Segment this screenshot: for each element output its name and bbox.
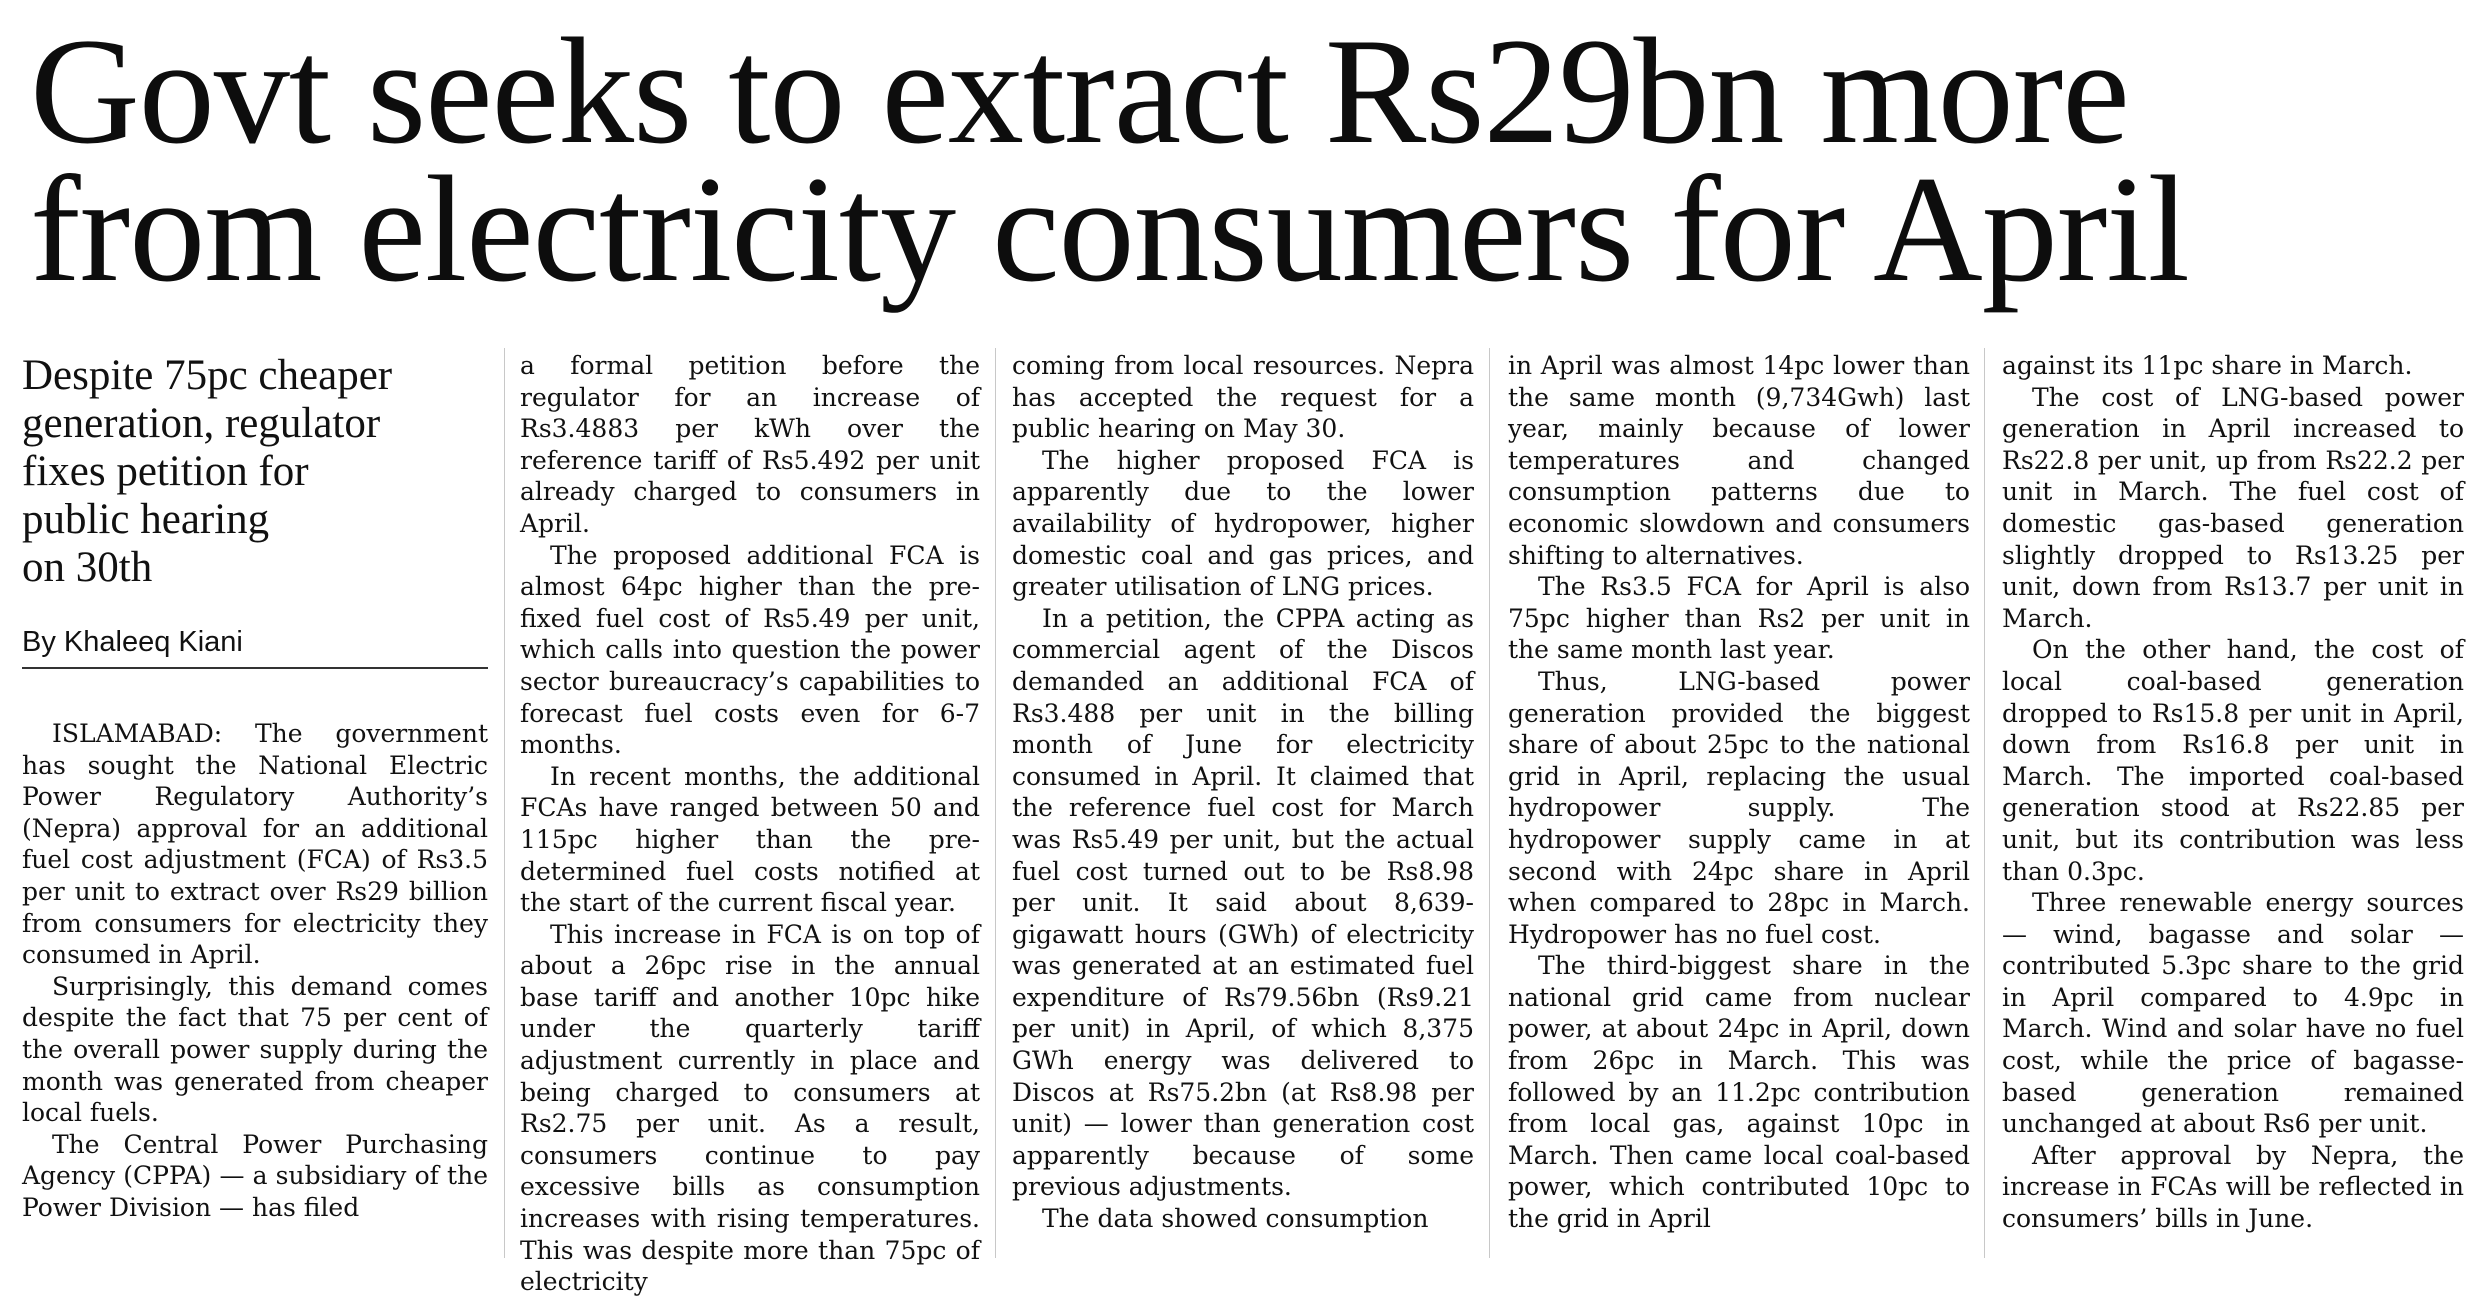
article-column-2 — [520, 350, 980, 1298]
headline-line-1: Govt seeks to extract Rs29bn more — [30, 7, 2129, 175]
byline: By Khaleeq Kiani — [22, 626, 488, 669]
paragraph: in April was almost 14pc lower than the same month (9,734Gwh) last year, mainly because of lower temperatures and changed consumption patterns due to economic slowdown and consumers shifting to alternatives. — [1508, 351, 1970, 570]
paragraph: The data showed consumption — [1042, 1204, 1429, 1234]
subheadline-line-2: generation, regulator — [22, 400, 381, 447]
paragraph: This increase in FCA is on top of about a 26pc rise in the annual base tariff and another 10pc hike under the quarterly tariff adjustment currently in place and being charged to consumers at Rs2.75 per unit. As a result, consumers continue to pay excessive bills as consumption increases with rising temperatures. This was despite more than 75pc of electricity — [520, 919, 980, 1297]
article-column-5 — [2002, 350, 2464, 1235]
paragraph: against its 11pc share in March. — [2002, 351, 2413, 380]
subheadline-line-4: public hearing — [22, 496, 270, 543]
paragraph: ISLAMABAD: The government has sought the National Electric Power Regulatory Authority’s (Nepra) approval for an additional fuel cost adjustment (FCA) of Rs3.5 per unit to extract over Rs29 billion from consumers for electricity they consumed in April. — [22, 719, 488, 970]
paragraph: In a petition, the CPPA acting as commercial agent of the Discos demanded an additional FCA of Rs3.488 per unit in the billing month of June for electricity consumed in April. It claimed that the reference fuel cost for March was Rs5.49 per unit, but the actual fuel cost turned out to be Rs8.98 per unit. It said about 8,639-gigawatt hours (GWh) of electricity was generated at an estimated fuel expenditure of Rs79.56bn (Rs9.21 per unit) in April, of which 8,375 GWh energy was delivered to Discos at Rs75.2bn (at Rs8.98 per unit) — lower than generation cost apparently because of some previous adjustments. — [1012, 603, 1474, 1202]
article-column-3 — [1012, 350, 1474, 1235]
article-column-4 — [1508, 350, 1970, 1235]
paragraph: On the other hand, the cost of local coal-based generation dropped to Rs15.8 per unit in April, down from Rs16.8 per unit in March. The imported coal-based generation stood at Rs22.85 per unit, but its contribution was less than 0.3pc. — [2002, 635, 2464, 886]
paragraph: The third-biggest share in the national grid came from nuclear power, at about 24pc in April, down from 26pc in March. This was followed by an 11.2pc contribution from local gas, against 10pc in March. Then came local coal-based power, which contributed 10pc to the grid in April — [1508, 951, 1970, 1234]
subheadline-line-1: Despite 75pc cheaper — [22, 352, 393, 399]
article-column-1 — [22, 718, 488, 1224]
subheadline-line-5: on 30th — [22, 544, 153, 591]
paragraph: The Rs3.5 FCA for April is also 75pc higher than Rs2 per unit in the same month last year. — [1508, 572, 1970, 665]
column-divider — [1489, 348, 1490, 1258]
column-divider — [1984, 348, 1985, 1258]
paragraph: Thus, LNG-based power generation provided the biggest share of about 25pc to the national grid in April, replacing the usual hydropower supply. The hydropower supply came in at second with 24pc share in April when compared to 28pc in March. Hydropower has no fuel cost. — [1508, 666, 1970, 949]
paragraph: In recent months, the additional FCAs have ranged between 50 and 115pc higher than the pre-determined fuel costs notified at the start of the current fiscal year. — [520, 761, 980, 918]
subheadline — [22, 352, 488, 592]
headline-line-2: from electricity consumers for April — [30, 145, 2189, 313]
paragraph: After approval by Nepra, the increase in FCAs will be reflected in consumers’ bills in June. — [2002, 1140, 2464, 1234]
subheadline-line-3: fixes petition for — [22, 448, 309, 495]
paragraph: The proposed additional FCA is almost 64pc higher than the pre-fixed fuel cost of Rs5.49 per unit, which calls into question the power sector bureaucracy’s capabilities to forecast fuel costs even for 6-7 months. — [520, 540, 980, 760]
paragraph: a formal petition before the regulator for an increase of Rs3.4883 per kWh over the reference tariff of Rs5.492 per unit already charged to consumers in April. — [520, 351, 980, 538]
headline — [30, 7, 2470, 313]
column-divider — [995, 348, 996, 1258]
paragraph: The Central Power Purchasing Agency (CPPA) — a subsidiary of the Power Division — has filed — [22, 1129, 488, 1222]
paragraph: coming from local resources. Nepra has accepted the request for a public hearing on May 30. — [1012, 351, 1474, 444]
column-divider — [504, 348, 505, 1258]
paragraph: The higher proposed FCA is apparently due to the lower availability of hydropower, higher domestic coal and gas prices, and greater utilisation of LNG prices. — [1012, 445, 1474, 602]
paragraph: The cost of LNG-based power generation in April increased to Rs22.8 per unit, up from Rs22.2 per unit in March. The fuel cost of domestic gas-based generation slightly dropped to Rs13.25 per unit, down from Rs13.7 per unit in March. — [2002, 382, 2464, 633]
paragraph: Surprisingly, this demand comes despite the fact that 75 per cent of the overall power supply during the month was generated from cheaper local fuels. — [22, 971, 488, 1128]
paragraph: Three renewable energy sources — wind, bagasse and solar — contributed 5.3pc share to the grid in April compared to 4.9pc in March. Wind and solar have no fuel cost, while the price of bagasse-based generation remained unchanged at about Rs6 per unit. — [2002, 888, 2464, 1139]
sidebar — [22, 352, 488, 669]
